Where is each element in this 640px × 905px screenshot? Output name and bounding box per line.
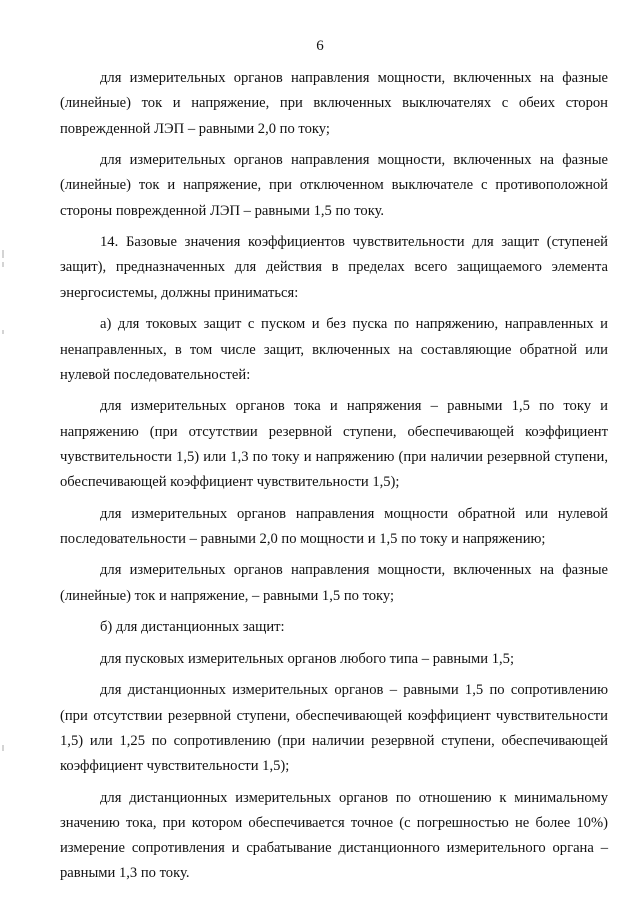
paragraph: для измерительных органов направления мощности, включенных на фазные (линейные) ток и напряжение, – равными 1,5 по току; <box>60 562 608 604</box>
scan-edge-mark <box>2 330 4 334</box>
subclause-b: б) для дистанционных защит: <box>100 619 285 636</box>
scan-edge-mark <box>2 745 4 751</box>
paragraph: для дистанционных измерительных органов по отношению к минимальному значению тока, при котором обеспечивается точное (с погрешностью не более 10%) измерение сопротивления и срабатывание дистанционного измерительного органа – равными 1,3 по току. <box>60 789 608 882</box>
paragraph: для измерительных органов направления мощности, включенных на фазные (линейные) ток и напряжение, при включенных выключателях с обеих сторон поврежденной ЛЭП – равными 2,0 по току; <box>60 70 608 137</box>
document-body <box>60 66 608 893</box>
paragraph: для пусковых измерительных органов любого типа – равными 1,5; <box>100 650 514 667</box>
subclause-a: а) для токовых защит с пуском и без пуска по напряжению, направленных и ненаправленных, в том числе защит, включенных на составляющие обратной или нулевой последовательностей: <box>60 316 608 383</box>
paragraph: для измерительных органов направления мощности обратной или нулевой последовательности – равными 2,0 по мощности и 1,5 по току и напряжению; <box>60 505 608 547</box>
scan-edge-mark <box>2 250 4 258</box>
paragraph: для измерительных органов тока и напряжения – равными 1,5 по току и напряжению (при отсутствии резервной ступени, обеспечивающей коэффициент чувствительности 1,5) или 1,3 по току и напряжению (при наличии резервной ступени, обеспечивающей коэффициент чувствительности 1,5); <box>60 398 608 491</box>
page-number: 6 <box>316 38 324 54</box>
paragraph: для дистанционных измерительных органов – равными 1,5 по сопротивлению (при отсутствии резервной ступени, обеспечивающей коэффициент чувствительности 1,5) или 1,25 по сопротивлению (при наличии резервной ступени, обеспечивающей коэффициент чувствительности 1,5); <box>60 682 608 775</box>
paragraph: для измерительных органов направления мощности, включенных на фазные (линейные) ток и напряжение, при отключенном выключателе с противоположной стороны поврежденной ЛЭП – равными 1,5 по току. <box>60 152 608 219</box>
numbered-clause-14: 14. Базовые значения коэффициентов чувствительности для защит (ступеней защит), предназначенных для действия в пределах всего защищаемого элемента энергосистемы, должны приниматься: <box>60 234 608 301</box>
scan-edge-mark <box>2 262 4 267</box>
